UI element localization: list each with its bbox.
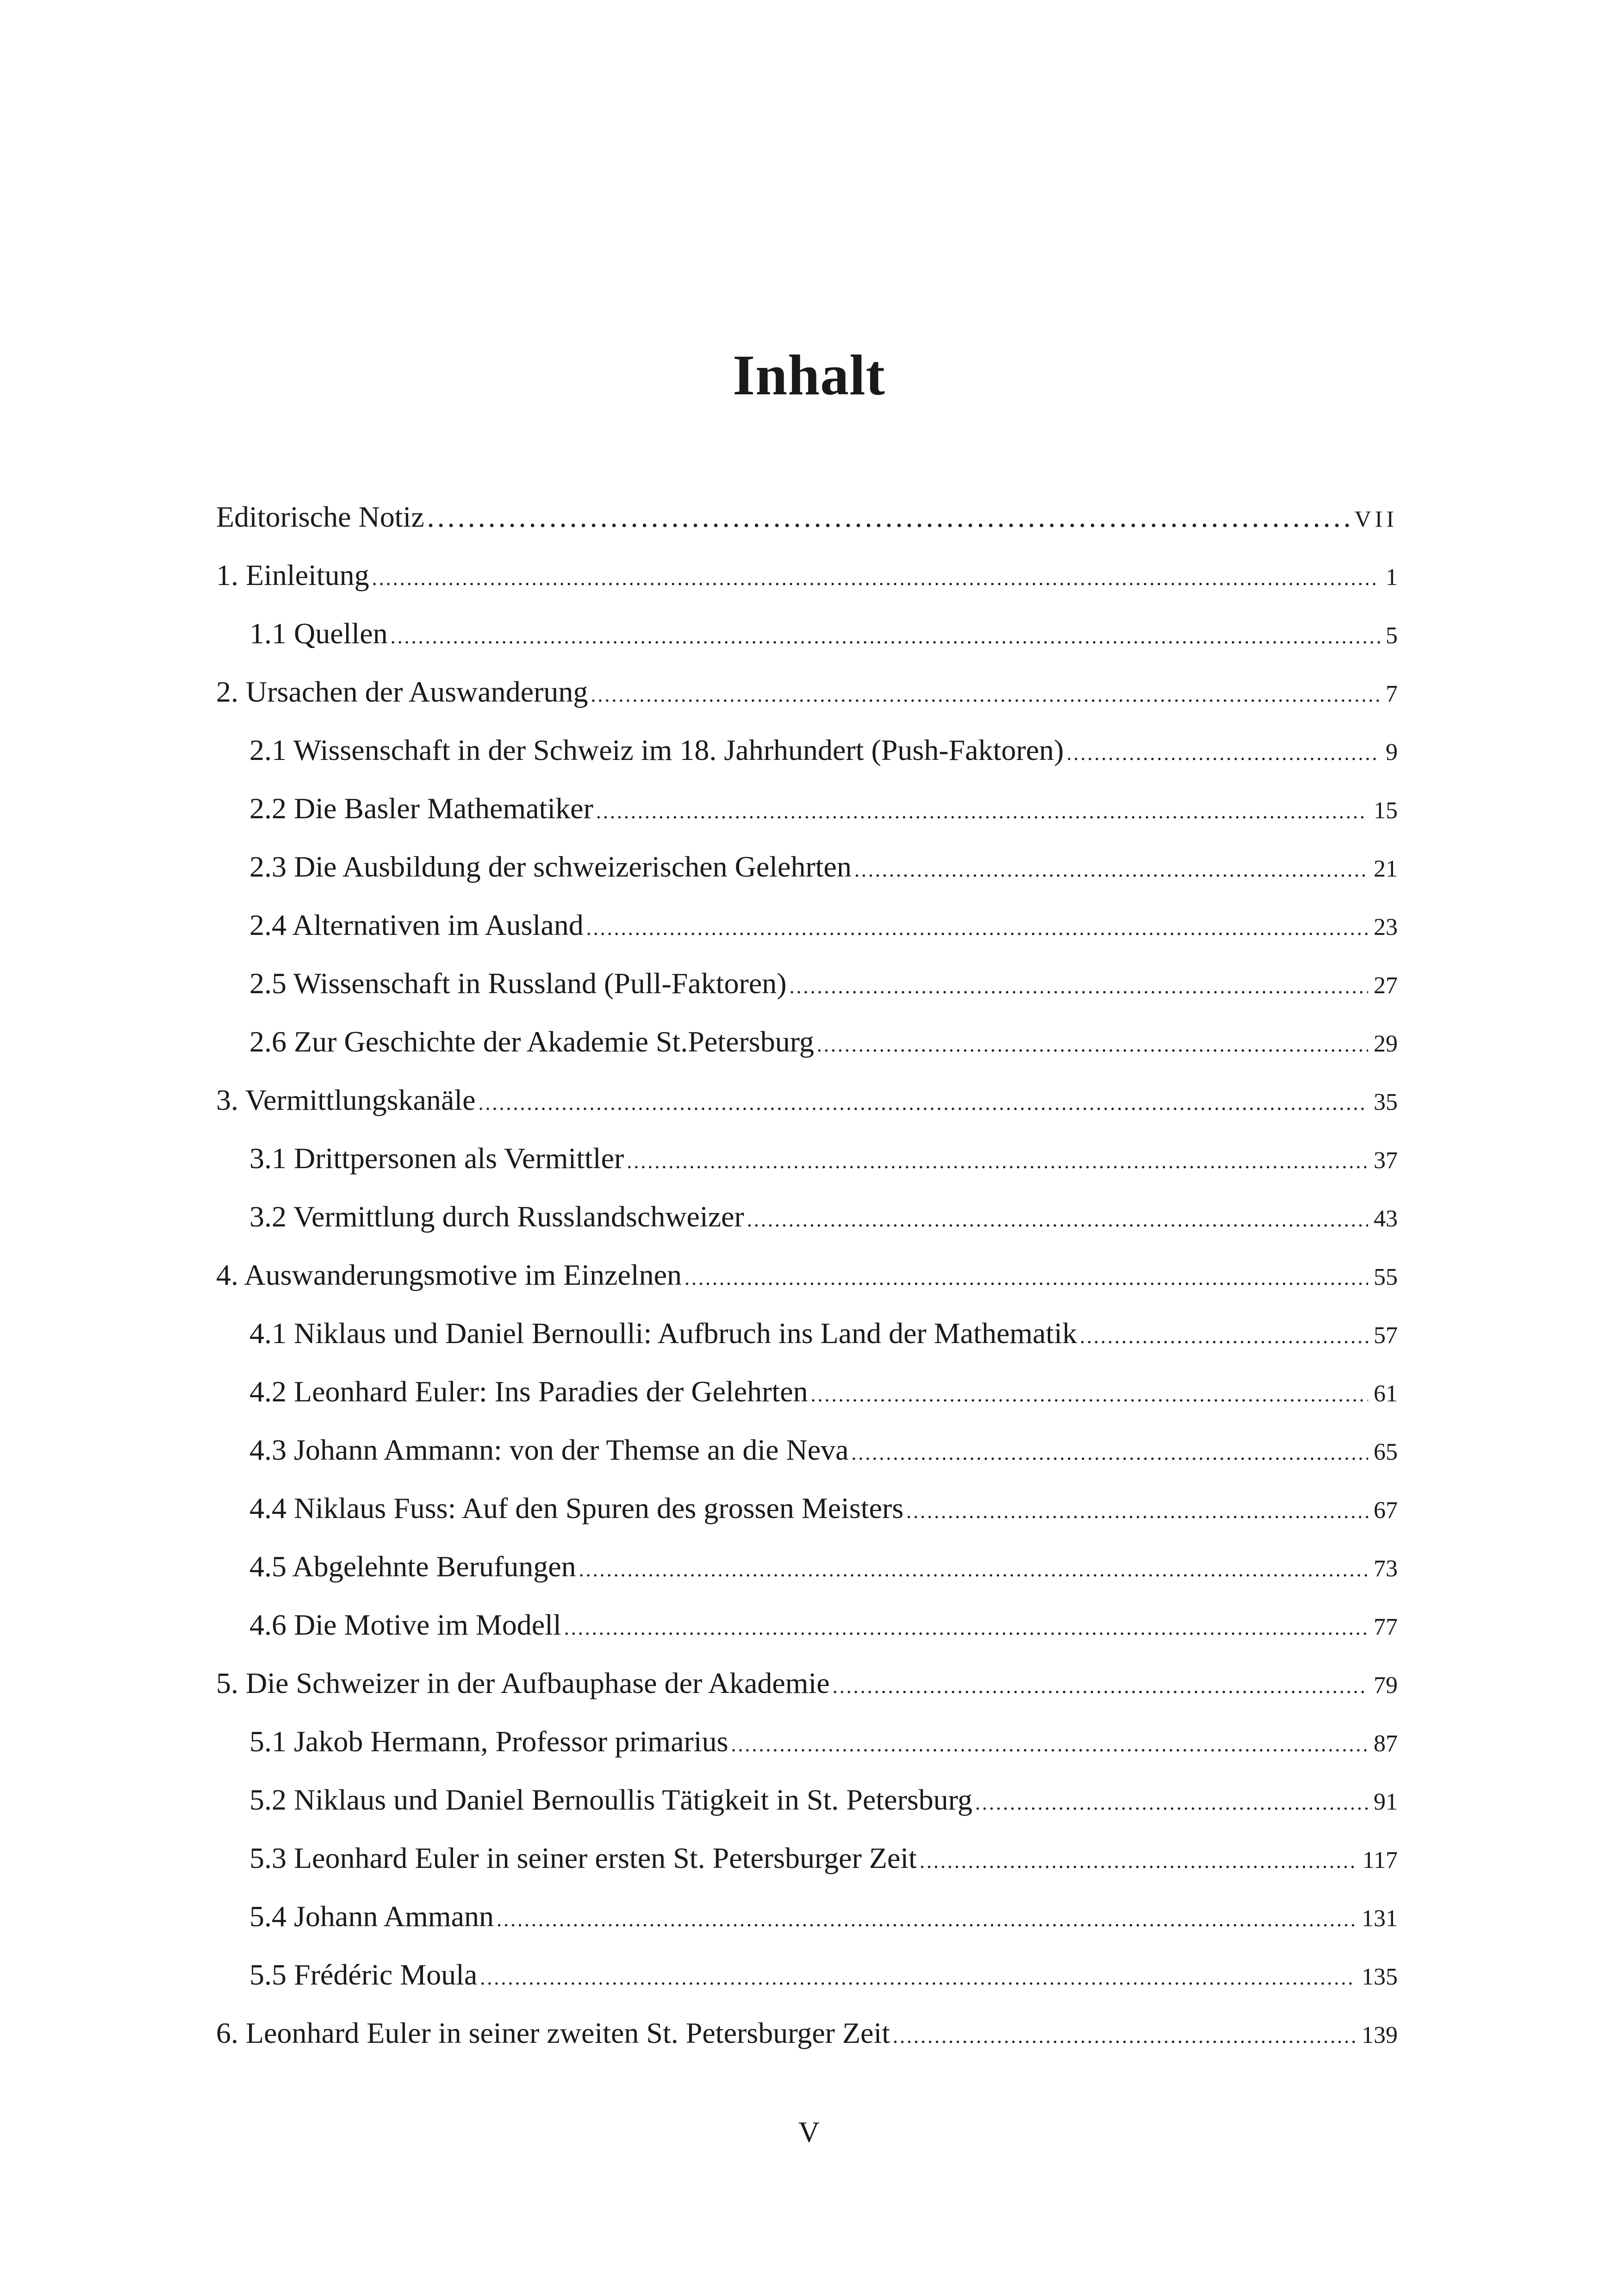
page-number: V: [798, 2116, 820, 2148]
toc-dot-leader: [479, 1091, 1369, 1115]
toc-entry: [216, 1841, 1398, 1899]
toc-entry: [216, 558, 1398, 616]
toc-entry: [216, 1025, 1398, 1083]
toc-entry-page: 1: [1386, 564, 1398, 591]
toc-entry: [216, 1258, 1398, 1316]
toc-entry: [216, 733, 1398, 791]
toc-entry-label: Editorische Notiz: [216, 500, 424, 533]
toc-dot-leader: [564, 1616, 1368, 1640]
toc-entry-label: 2. Ursachen der Auswanderung: [216, 675, 588, 708]
toc-entry-page: 117: [1362, 1847, 1398, 1873]
toc-entry-page: 135: [1362, 1964, 1398, 1990]
toc-entry-page: 21: [1374, 856, 1398, 882]
toc-entry-label: 5.3 Leonhard Euler in seiner ersten St. Petersburger Zeit: [249, 1842, 917, 1874]
toc-entry-page: 79: [1374, 1672, 1398, 1699]
toc-entry-label: 3.1 Drittpersonen als Vermittler: [249, 1142, 624, 1175]
toc-dot-leader: [1066, 741, 1380, 765]
toc-entry-label: 3. Vermittlungskanäle: [216, 1083, 476, 1116]
toc-dot-leader: [854, 858, 1368, 882]
toc-entry-page: 9: [1386, 739, 1398, 765]
toc-entry: [216, 1958, 1398, 2016]
toc-entry-label: 4. Auswanderungsmotive im Einzelnen: [216, 1258, 682, 1291]
toc-dot-leader: [975, 1791, 1368, 1815]
toc-entry-label: 2.5 Wissenschaft in Russland (Pull-Faktoren): [249, 967, 787, 1000]
toc-entry-page: VII: [1354, 506, 1398, 532]
toc-entry: [216, 908, 1398, 966]
toc-entry: [216, 791, 1398, 850]
toc-entry-page: 23: [1374, 914, 1398, 940]
toc-entry-label: 4.3 Johann Ammann: von der Themse an die Neva: [249, 1433, 849, 1466]
toc-entry: [216, 1783, 1398, 1841]
toc-entry-label: 2.3 Die Ausbildung der schweizerischen Gelehrten: [249, 850, 852, 883]
toc-entry: [216, 1375, 1398, 1433]
toc-entry: [216, 616, 1398, 675]
toc-dot-leader: [1080, 1325, 1368, 1348]
toc-entry-page: 7: [1386, 681, 1398, 707]
toc-entry-label: 1.1 Quellen: [249, 617, 388, 650]
toc-dot-leader: [833, 1674, 1368, 1698]
toc-entry-label: 2.4 Alternativen im Ausland: [249, 908, 584, 941]
toc-entry-label: 5.1 Jakob Hermann, Professor primarius: [249, 1725, 728, 1758]
toc-dot-leader: [790, 975, 1368, 998]
toc-entry-label: 5.2 Niklaus und Daniel Bernoullis Tätigkeit in St. Petersburg: [249, 1783, 972, 1816]
toc-entry-page: 131: [1362, 1905, 1398, 1932]
toc-dot-leader: [852, 1441, 1368, 1465]
toc-entry-page: 5: [1386, 622, 1398, 649]
toc-dot-leader: [627, 1150, 1368, 1173]
toc-entry: [216, 1549, 1398, 1608]
toc-entry: [216, 1141, 1398, 1200]
toc-entry: [216, 1899, 1398, 1958]
toc-entry-page: 29: [1374, 1031, 1398, 1057]
toc-entry-label: 3.2 Vermittlung durch Russlandschweizer: [249, 1200, 744, 1233]
toc-entry: [216, 675, 1398, 733]
toc-entry-page: 57: [1374, 1322, 1398, 1349]
toc-entry-label: 4.4 Niklaus Fuss: Auf den Spuren des grossen Meisters: [249, 1492, 904, 1524]
toc-entry-label: 1. Einleitung: [216, 559, 369, 591]
toc-entry: [216, 2016, 1398, 2074]
toc-entry: [216, 1433, 1398, 1491]
toc-dot-leader: [579, 1558, 1368, 1581]
toc-dot-leader: [817, 1033, 1368, 1057]
toc-entry: [216, 1724, 1398, 1783]
toc-entry: [216, 850, 1398, 908]
toc-dot-leader: [480, 1966, 1356, 1990]
toc-dot-leader: [427, 500, 1349, 534]
toc-entry: [216, 1608, 1398, 1666]
toc-entry-page: 37: [1374, 1147, 1398, 1174]
toc-entry-label: 4.2 Leonhard Euler: Ins Paradies der Gelehrten: [249, 1375, 808, 1408]
toc-dot-leader: [906, 1500, 1368, 1523]
toc-entry-page: 87: [1374, 1730, 1398, 1757]
toc-entry-label: 2.6 Zur Geschichte der Akademie St.Petersburg: [249, 1025, 814, 1058]
toc-dot-leader: [586, 916, 1368, 940]
toc-entry: [216, 1666, 1398, 1724]
toc-entry-page: 73: [1374, 1556, 1398, 1582]
toc-dot-leader: [811, 1383, 1368, 1406]
table-of-contents: [216, 500, 1398, 2074]
toc-dot-leader: [685, 1266, 1368, 1290]
toc-dot-leader: [893, 2024, 1356, 2048]
toc-dot-leader: [731, 1733, 1368, 1756]
toc-entry-page: 77: [1374, 1614, 1398, 1640]
toc-entry: [216, 500, 1398, 558]
toc-entry: [216, 1083, 1398, 1141]
toc-entry-page: 139: [1362, 2022, 1398, 2048]
toc-entry-page: 27: [1374, 972, 1398, 999]
toc-entry-page: 61: [1374, 1381, 1398, 1407]
toc-dot-leader: [747, 1208, 1368, 1232]
page-title: Inhalt: [733, 343, 885, 407]
toc-entry: [216, 1316, 1398, 1375]
toc-entry-label: 4.6 Die Motive im Modell: [249, 1608, 561, 1641]
toc-entry-page: 43: [1374, 1206, 1398, 1232]
toc-dot-leader: [591, 683, 1380, 707]
toc-entry-page: 91: [1374, 1789, 1398, 1815]
toc-entry-label: 6. Leonhard Euler in seiner zweiten St. Petersburger Zeit: [216, 2016, 890, 2049]
toc-dot-leader: [596, 800, 1368, 823]
toc-entry-label: 5.4 Johann Ammann: [249, 1900, 494, 1933]
toc-entry-label: 4.1 Niklaus und Daniel Bernoulli: Aufbruch ins Land der Mathematik: [249, 1317, 1077, 1350]
toc-entry-label: 5.5 Frédéric Moula: [249, 1958, 478, 1991]
toc-entry-page: 67: [1374, 1497, 1398, 1524]
toc-entry-label: 5. Die Schweizer in der Aufbauphase der Akademie: [216, 1667, 830, 1699]
toc-entry: [216, 1491, 1398, 1549]
toc-entry-label: 2.1 Wissenschaft in der Schweiz im 18. Jahrhundert (Push-Faktoren): [249, 734, 1064, 766]
toc-entry: [216, 1200, 1398, 1258]
toc-entry-page: 55: [1374, 1264, 1398, 1290]
toc-dot-leader: [391, 625, 1380, 648]
toc-dot-leader: [920, 1849, 1357, 1873]
toc-dot-leader: [497, 1908, 1356, 1931]
toc-entry: [216, 966, 1398, 1025]
toc-entry-label: 4.5 Abgelehnte Berufungen: [249, 1550, 576, 1583]
toc-entry-page: 35: [1374, 1089, 1398, 1115]
toc-entry-page: 15: [1374, 797, 1398, 824]
toc-dot-leader: [372, 566, 1380, 590]
toc-entry-page: 65: [1374, 1439, 1398, 1465]
toc-entry-label: 2.2 Die Basler Mathematiker: [249, 792, 593, 825]
